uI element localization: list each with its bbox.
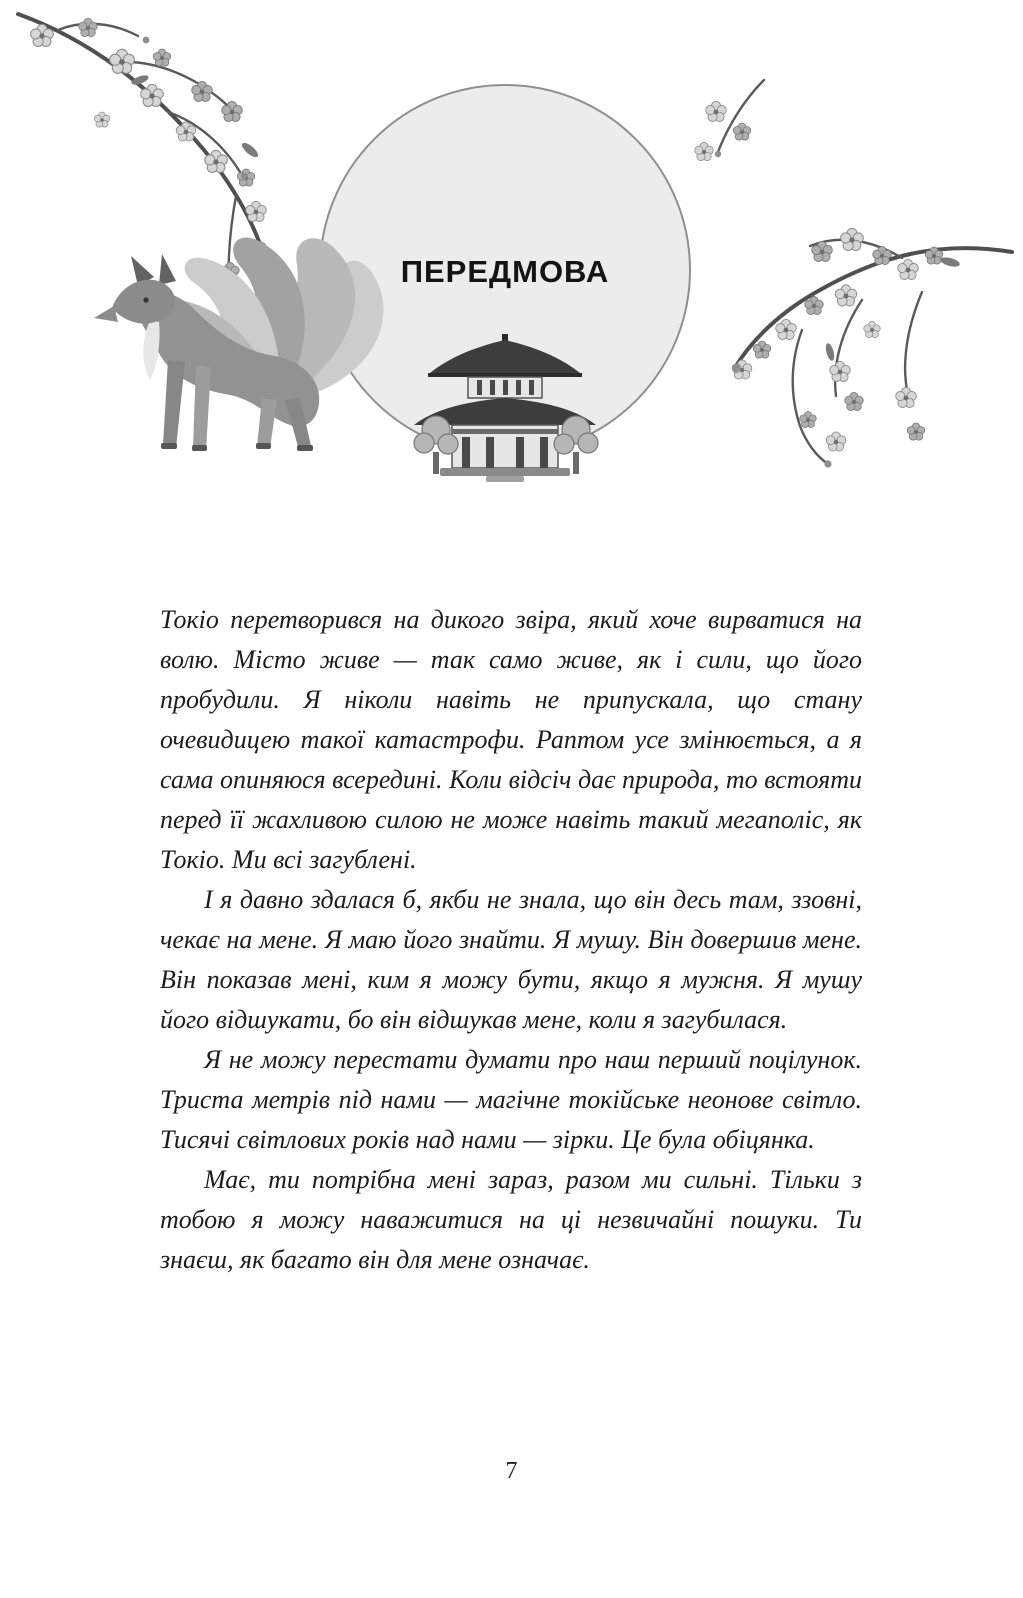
paragraph: Я не можу перестати думати про наш перший поцілунок. Триста метрів під нами — магічне токійське неонове світло. Тисячі світлових років над нами — зірки. Це була обіцянка. <box>160 1045 862 1154</box>
body-text <box>160 600 862 1280</box>
page-number: 7 <box>505 1458 518 1484</box>
paragraph: Токіо перетворився на дикого звіра, який хоче вирватися на волю. Місто живе — так само живе, як і сили, що його пробудили. Я ніколи навіть не припускала, що стану очевидицею такої катастрофи. Раптом усе змінюється, а я сама опиняюся всередині. Коли відсіч дає природа, то встояти перед її жахливою силою не може навіть такий мегаполіс, як Токіо. Ми всі загублені. <box>160 605 862 874</box>
paragraph: Має, ти потрібна мені зараз, разом ми сильні. Тільки з тобою я можу наважитися на ці незвичайні пошуки. Ти знаєш, як багато він для мене означає. <box>160 1165 862 1274</box>
chapter-title: ПЕРЕДМОВА <box>400 254 610 289</box>
cherry-blossom-branch-right-icon <box>695 80 1012 468</box>
paragraph: І я давно здалася б, якби не знала, що він десь там, ззовні, чекає на мене. Я маю його знайти. Я мушу. Він довершив мене. Він показав мені, ким я можу бути, якщо я мужня. Я мушу його відшукати, бо він відшукав мене, коли я загубилася. <box>160 885 862 1034</box>
